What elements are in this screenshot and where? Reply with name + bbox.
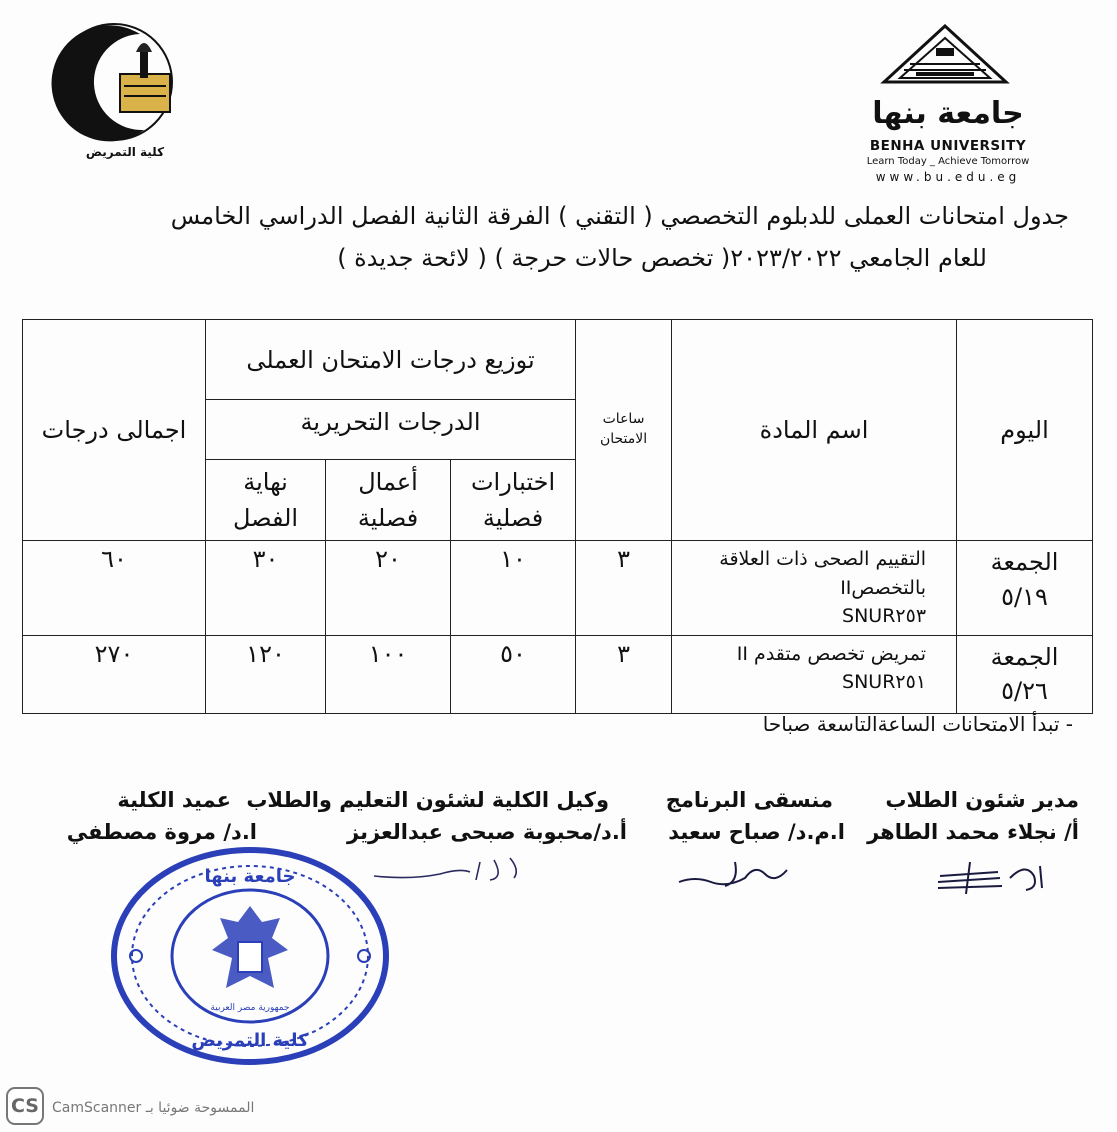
signature-name-program-coordinator: ا.م.د/ صباح سعيد <box>668 820 845 844</box>
university-url: www.bu.edu.eg <box>875 170 1021 184</box>
seal-bottom-text: كلية التمريض <box>191 1030 309 1051</box>
header-distribution: توزيع درجات الامتحان العملى <box>206 320 576 400</box>
nursing-logo-caption: كلية التمريض <box>85 145 165 159</box>
benha-university-emblem <box>880 24 1010 86</box>
university-english-name: BENHA UNIVERSITY <box>869 138 1027 154</box>
seal-top-text: جامعة بنها <box>204 866 296 887</box>
row-subject-cell <box>672 541 957 636</box>
faculty-seal-stamp <box>100 838 396 1070</box>
signature-role-dean: عميد الكلية <box>117 788 231 812</box>
row-final: ١٢٠ <box>206 635 326 714</box>
row-subject-cell <box>672 635 957 714</box>
camscanner-logo-icon: CS <box>6 1087 44 1125</box>
row-subject-line1: تمريض تخصص متقدم II <box>736 642 927 665</box>
seal-inner-text: جمهورية مصر العربية <box>210 1003 290 1013</box>
header-subject: اسم المادة <box>672 320 957 541</box>
signature-role-student-affairs: مدير شئون الطلاب <box>885 788 1079 812</box>
signature-name-vice-dean: أ.د/محبوبة صبحى عبدالعزيز <box>347 820 627 844</box>
header-written: الدرجات التحريرية <box>206 400 576 460</box>
row-subject-line1: التقييم الصحى ذات العلاقة <box>719 548 927 570</box>
header-day: اليوم <box>957 320 1093 541</box>
camscanner-watermark-text: الممسوحة ضوئيا بـ CamScanner <box>52 1100 255 1116</box>
row-quizzes: ٥٠ <box>451 635 576 714</box>
row-course-code: SNUR٢٥١ <box>842 671 927 693</box>
signature-name-dean: ا.د/ مروة مصطفي <box>66 820 257 844</box>
signature-role-vice-dean: وكيل الكلية لشئون التعليم والطلاب <box>246 788 609 812</box>
row-day: الجمعة <box>990 548 1059 576</box>
header-quizzes: اختبارات فصلية <box>451 460 576 541</box>
exam-start-note: - تبدأ الامتحانات الساعةالتاسعة صباحا <box>762 712 1073 736</box>
row-coursework: ٢٠ <box>326 541 451 636</box>
document-title-line-2: للعام الجامعي ٢٠٢٣/٢٠٢٢( تخصص حالات حرجة ) ( لائحة جديدة ) <box>337 244 987 272</box>
row-total: ٢٧٠ <box>23 635 206 714</box>
row-hours: ٣ <box>576 635 672 714</box>
row-quizzes: ١٠ <box>451 541 576 636</box>
row-course-code: SNUR٢٥٣ <box>842 605 927 627</box>
nursing-faculty-logo <box>44 12 184 162</box>
row-final: ٣٠ <box>206 541 326 636</box>
row-day: الجمعة <box>990 642 1059 671</box>
row-hours: ٣ <box>576 541 672 636</box>
row-coursework: ١٠٠ <box>326 635 451 714</box>
exam-schedule-table <box>22 319 1093 714</box>
handwritten-signature-program-coordinator <box>675 852 795 892</box>
table-row <box>23 541 1093 636</box>
header-total: اجمالى درجات <box>23 320 206 541</box>
document-title-line-1: جدول امتحانات العملى للدبلوم التخصصي ( التقني ) الفرقة الثانية الفصل الدراسي الخامس <box>170 202 1069 230</box>
header-final: نهاية الفصل <box>206 460 326 541</box>
row-day-cell <box>957 541 1093 636</box>
row-date: ٥/٢٦ <box>1001 677 1048 706</box>
handwritten-signature-student-affairs <box>930 858 1060 898</box>
row-subject-line2: بالتخصصII <box>840 576 927 599</box>
table-row <box>23 635 1093 714</box>
row-date: ٥/١٩ <box>1001 582 1048 611</box>
university-tagline: Learn Today _ Achieve Tomorrow <box>866 156 1030 167</box>
signature-role-program-coordinator: منسقى البرنامج <box>665 788 833 812</box>
university-arabic-name: جامعة بنها <box>872 96 1024 131</box>
header-exam-hours: ساعات الامتحان <box>576 320 672 541</box>
row-total: ٦٠ <box>23 541 206 636</box>
signature-name-student-affairs: أ/ نجلاء محمد الطاهر <box>867 820 1079 844</box>
header-coursework: أعمال فصلية <box>326 460 451 541</box>
row-day-cell <box>957 635 1093 714</box>
